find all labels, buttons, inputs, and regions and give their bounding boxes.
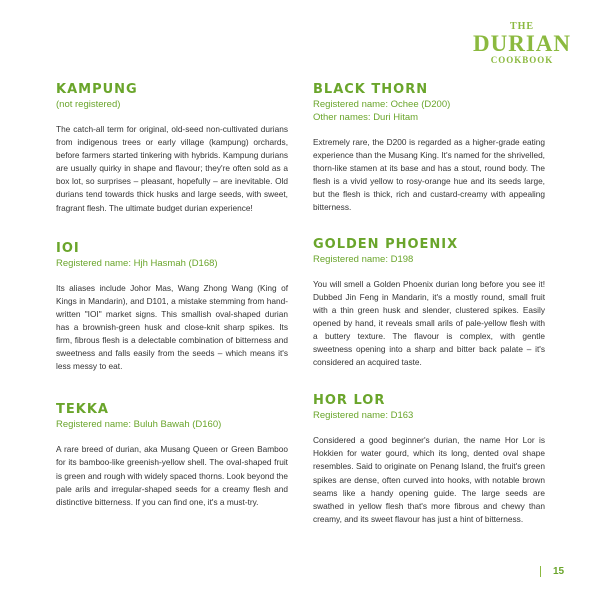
footer-divider — [540, 566, 541, 577]
logo-cookbook: COOKBOOK — [490, 55, 554, 65]
cookbook-logo — [472, 22, 572, 65]
section-body: A rare breed of durian, aka Musang Queen or Green Bamboo for its bamboo-like greenish-yellow shell. The oval-shaped fruit is green and rough with widely spaced thorns. Look beyond the pale arils and irregular-shaped seeds for a creamy flesh and distinctive bitterness. If you can find one, it's a must-try. — [56, 444, 289, 507]
section-title: BLACK THORN — [313, 82, 429, 97]
left-column — [56, 82, 288, 509]
page-number: 15 — [553, 566, 565, 577]
section-title: GOLDEN PHOENIX — [313, 236, 459, 252]
registered-name: Registered name: Buluh Bawah (D160) — [56, 419, 222, 431]
section-body: Considered a good beginner's durian, the name Hor Lor is Hokkien for water gourd, which its long, dented oval shape resembles. Said to originate on Penang Island, the fruit's green spikes are dense, often curved into hooks, with notable brown seams like a handy opening guide. The large seeds are swathed in yellow flesh that's more fibrous and chewy than creamy, and its sweet flavour has just a hint of bitterness. — [313, 435, 545, 524]
section-body: The catch-all term for original, old-seed non-cultivated durians from indigenous trees or early village (kampung) orchards, before farmers started tinkering with hybrids. Kampung durians are usually quirky in shape and flavour; they're often sold as a box lot, so surprises – pleasant, hopefully – are inevitable. Old durians tend towards thick husks and large seeds, with sweet, fragrant flesh. The ultimate budget durian experience! — [56, 124, 288, 213]
registered-name: Registered name: Ochee (D200) — [313, 99, 451, 110]
section-title: HOR LOR — [313, 393, 386, 409]
section-body: You will smell a Golden Phoenix durian long before you see it! Dubbed Jin Feng in Mandarin, it's a mostly round, small fruit with a thin green husk and slender, clustered spikes. Easily opened by hand, it reveals small arils of pale-yellow flesh with a buttery texture. The flavour is complex, with gentle sweetness opening into a sharp and bitter back palate – it's considered an acquired taste. — [313, 278, 545, 368]
section-tekka — [56, 402, 288, 508]
registered-name: (not registered) — [56, 99, 121, 110]
section-title: KAMPUNG — [56, 82, 138, 97]
registered-name: Registered name: D198 — [313, 253, 414, 265]
logo-durian: DURIAN — [473, 31, 571, 56]
section-body: Extremely rare, the D200 is regarded as a higher-grade eating experience than the Musang King. It's named for the shrivelled, thorn-like stamen at its base and has a stout, round body. The flesh is a vivid yellow to rosy-orange hue and its seeds large, but the flesh is thick, rich and custard-creamy with appealing bitterness. — [313, 137, 545, 213]
right-column — [313, 82, 545, 526]
section-title: IOI — [56, 240, 80, 256]
section-golden-phoenix — [313, 237, 545, 370]
page-footer — [540, 566, 564, 577]
section-hor-lor — [313, 393, 545, 526]
registered-name: Registered name: Hjh Hasmah (D168) — [56, 257, 218, 269]
section-black-thorn — [313, 82, 545, 215]
other-names: Other names: Duri Hitam — [313, 112, 419, 123]
logo-the: THE — [509, 21, 535, 32]
section-kampung — [56, 82, 288, 215]
section-title: TEKKA — [56, 402, 109, 418]
section-ioi — [56, 241, 288, 374]
section-body: Its aliases include Johor Mas, Wang Zhong Wang (King of Kings in Mandarin), and D101, a mistake stemming from hand-written "IOI" market signs. This smallish oval-shaped durian has a brownish-green husk and close-knit sharp spikes. Its firm, fibrous flesh is a delectable combination of bitterness and sweetness and falls easily from the seeds – which means it's less messy to eat. — [56, 282, 288, 372]
registered-name: Registered name: D163 — [313, 410, 414, 422]
